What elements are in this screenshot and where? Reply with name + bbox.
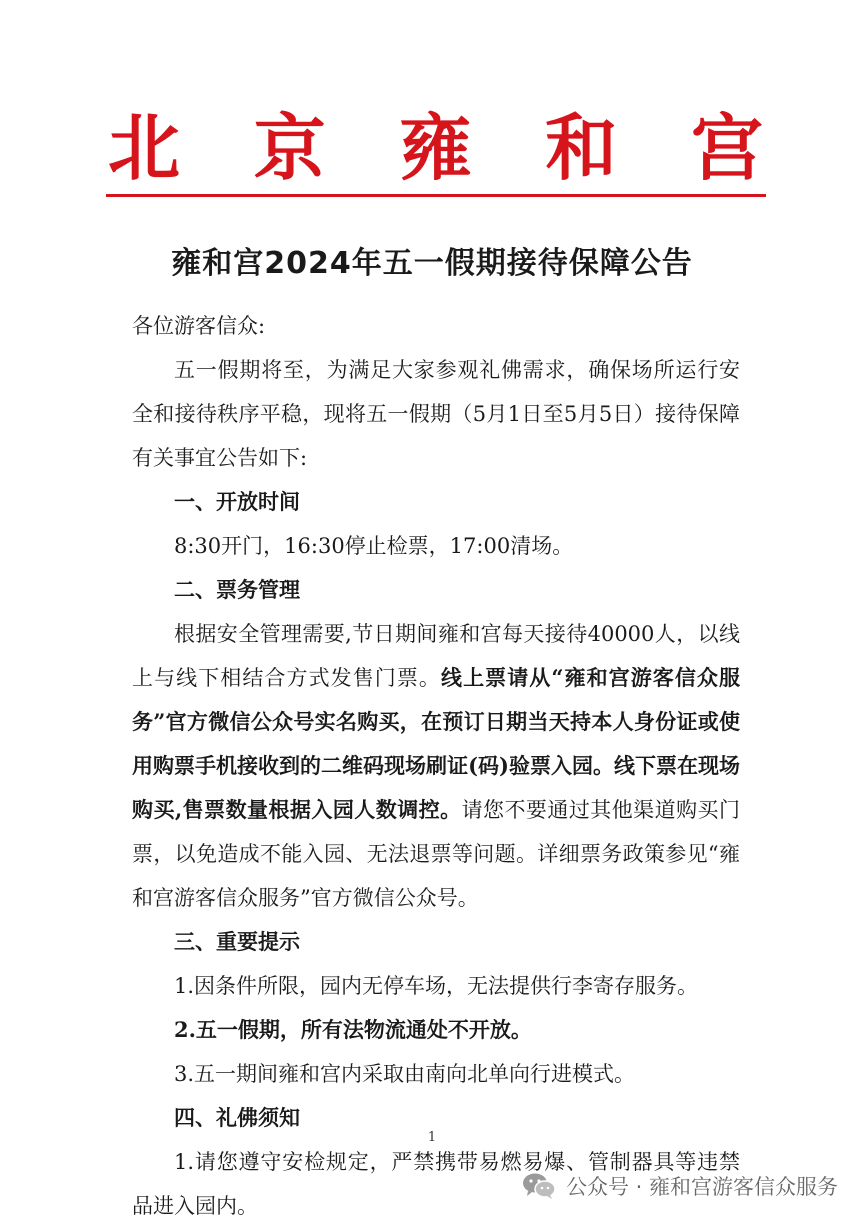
ticket-text-plain: 根据安全管理需要,节日期间雍和宫每天接待40000人，以线上与线下相结合方式发售门票。 [132,622,740,690]
ticket-text-tail: 请您不要通过其他渠道购买门票，以免造成不能入园、无法退票等问题。详细票务政策参见“雍和宫游客信众服务”官方微信公众号。 [132,798,740,910]
section-heading-hours: 一、开放时间 [174,490,300,514]
footer-watermark [522,1166,838,1206]
ticket-text-bold: 线上票请从“雍和宫游客信众服务”官方微信公众号实名购买，在预订日期当天持本人身份证或使用购票手机接收到的二维码现场刷证(码)验票入园。线下票在现场购买,售票数量根据入园人数调控。 [132,665,741,822]
notice-item-1: 1.因条件所限，园内无停车场，无法提供行李寄存服务。 [174,974,699,998]
masthead-rule [106,194,766,197]
footer-text: 公众号 · 雍和宫游客信众服务 [565,1175,838,1199]
masthead-char: 京 [253,105,326,190]
document-title: 雍和宫2024年五一假期接待保障公告 [171,246,693,281]
page-number: 1 [427,1130,437,1145]
document-body [132,304,740,1228]
worship-item-1: 1.请您遵守安检规定，严禁携带易燃易爆、管制器具等违禁品进入园内。 [132,1150,740,1218]
notice-item-2: 2.五一假期，所有法物流通处不开放。 [174,1017,532,1042]
masthead-char: 北 [108,105,181,190]
masthead-char: 雍 [399,105,472,190]
notice-item-3: 3.五一期间雍和宫内采取由南向北单向行进模式。 [174,1062,636,1086]
section-heading-tickets: 二、票务管理 [174,578,300,602]
intro-paragraph: 五一假期将至，为满足大家参观礼佛需求，确保场所运行安全和接待秩序平稳，现将五一假期（5月1日至5月5日）接待保障有关事宜公告如下: [132,358,740,470]
masthead-char: 和 [545,105,618,190]
masthead [108,105,763,190]
ticket-paragraph [132,612,740,920]
masthead-char: 宫 [690,105,763,190]
section-heading-worship: 四、礼佛须知 [174,1106,300,1130]
section-heading-notices: 三、重要提示 [174,930,300,954]
opening-hours-text: 8:30开门，16:30停止检票，17:00清场。 [174,534,574,558]
greeting: 各位游客信众: [132,314,266,338]
wechat-icon [522,1172,556,1200]
